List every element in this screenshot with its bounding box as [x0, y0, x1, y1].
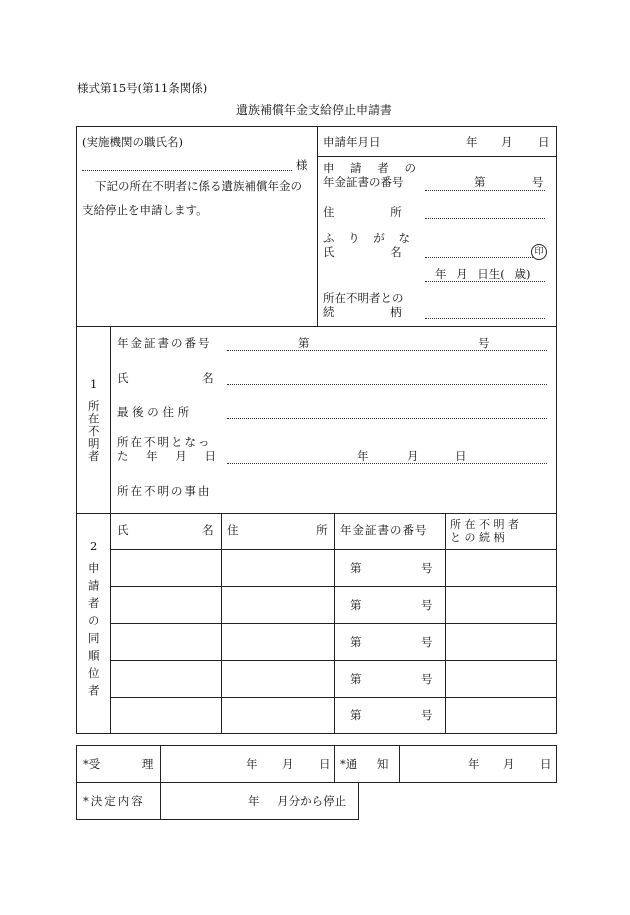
receipt-month: 月: [282, 757, 294, 771]
s2-row2-go: 号: [421, 598, 433, 612]
s2-col-relation-2: と の 続 柄: [450, 531, 505, 544]
institution-field[interactable]: [82, 170, 292, 171]
applicant-address-field[interactable]: [425, 218, 545, 219]
relation-label-1: 所在不明者との: [323, 291, 404, 305]
s1-pension-field[interactable]: [227, 350, 547, 351]
s1-pension-label: 年金証書の番号: [117, 336, 212, 350]
s2-col-relation-1: 所 在 不 明 者: [450, 518, 519, 531]
s1-pension-dai: 第: [298, 336, 310, 350]
s1-missing-day: 日: [455, 449, 467, 463]
s1-missing-date-field[interactable]: [227, 463, 547, 464]
notice-year: 年: [468, 757, 480, 771]
applicant-pension-field[interactable]: [425, 190, 545, 191]
notice-month: 月: [503, 757, 515, 771]
applicant-birthdate: 年 月 日生( 歳): [435, 267, 531, 281]
s2-row5-dai: 第: [350, 708, 362, 722]
seal-mark: 印: [531, 244, 547, 260]
notice-day: 日: [540, 757, 552, 771]
receipt-year: 年: [246, 757, 258, 771]
notice-label: *通 知: [340, 757, 389, 771]
request-text-line2: 支給停止を申請します。: [82, 203, 208, 217]
applicant-address-label: 住 所: [323, 205, 402, 219]
s1-missing-month: 月: [407, 449, 419, 463]
request-text-line1: 下記の所在不明者に係る遺族補償年金の: [95, 179, 302, 193]
institution-label: (実施機関の職氏名): [82, 135, 183, 149]
applicant-pension-label-1: 申 請 者 の: [323, 161, 422, 175]
s2-col-name: 氏 名: [117, 523, 214, 537]
s1-pension-go: 号: [478, 336, 490, 350]
date-day: 日: [538, 135, 550, 149]
receipt-label: *受 理: [83, 757, 154, 771]
sama-label: 様: [296, 158, 308, 172]
decision-label: *決定内容: [83, 794, 145, 808]
s2-row4-go: 号: [421, 672, 433, 686]
receipt-day: 日: [319, 757, 331, 771]
s1-name-label: 氏 名: [117, 371, 214, 385]
applicant-furigana-label: ふ り が な: [323, 231, 410, 245]
s1-missing-year: 年: [357, 449, 369, 463]
date-month: 月: [501, 135, 513, 149]
section1-side-label: 所在不明者: [86, 400, 101, 463]
s2-row1-dai: 第: [350, 561, 362, 575]
applicant-pension-go: 号: [532, 175, 544, 189]
s1-missing-date-label-2: た 年 月 日: [117, 449, 216, 463]
form-title: 遺族補償年金支給停止申請書: [236, 103, 393, 117]
s2-row2-dai: 第: [350, 598, 362, 612]
section2-side-label: 申請者の同順位者: [86, 562, 101, 702]
s2-row3-dai: 第: [350, 635, 362, 649]
s2-col-address: 住 所: [227, 523, 328, 537]
application-date-label: 申請年月日: [323, 135, 381, 149]
s1-name-field[interactable]: [227, 384, 547, 385]
section1-number: 1: [90, 377, 98, 391]
relation-label-2: 続 柄: [323, 305, 402, 319]
applicant-birthdate-field[interactable]: [425, 281, 545, 282]
s1-last-address-label: 最 後 の 住 所: [117, 405, 190, 419]
s1-last-address-field[interactable]: [227, 418, 547, 419]
s2-row5-go: 号: [421, 708, 433, 722]
section2-number: 2: [90, 539, 98, 553]
decision-stop-text: 年 月分から停止: [248, 794, 347, 808]
applicant-pension-label-2: 年金証書の番号: [323, 175, 404, 189]
s2-row3-go: 号: [421, 635, 433, 649]
relation-field[interactable]: [425, 318, 545, 319]
applicant-name-field[interactable]: [425, 257, 533, 258]
s2-row4-dai: 第: [350, 672, 362, 686]
applicant-pension-dai: 第: [474, 175, 486, 189]
form-number: 様式第15号(第11条関係): [77, 81, 208, 95]
s2-col-pension: 年金証書の番号: [340, 523, 428, 537]
s1-missing-date-label-1: 所在不明となっ: [117, 435, 212, 449]
s2-row1-go: 号: [421, 561, 433, 575]
applicant-name-label: 氏 名: [323, 245, 402, 259]
s1-reason-label: 所在不明の事由: [117, 484, 212, 498]
date-year: 年: [466, 135, 478, 149]
